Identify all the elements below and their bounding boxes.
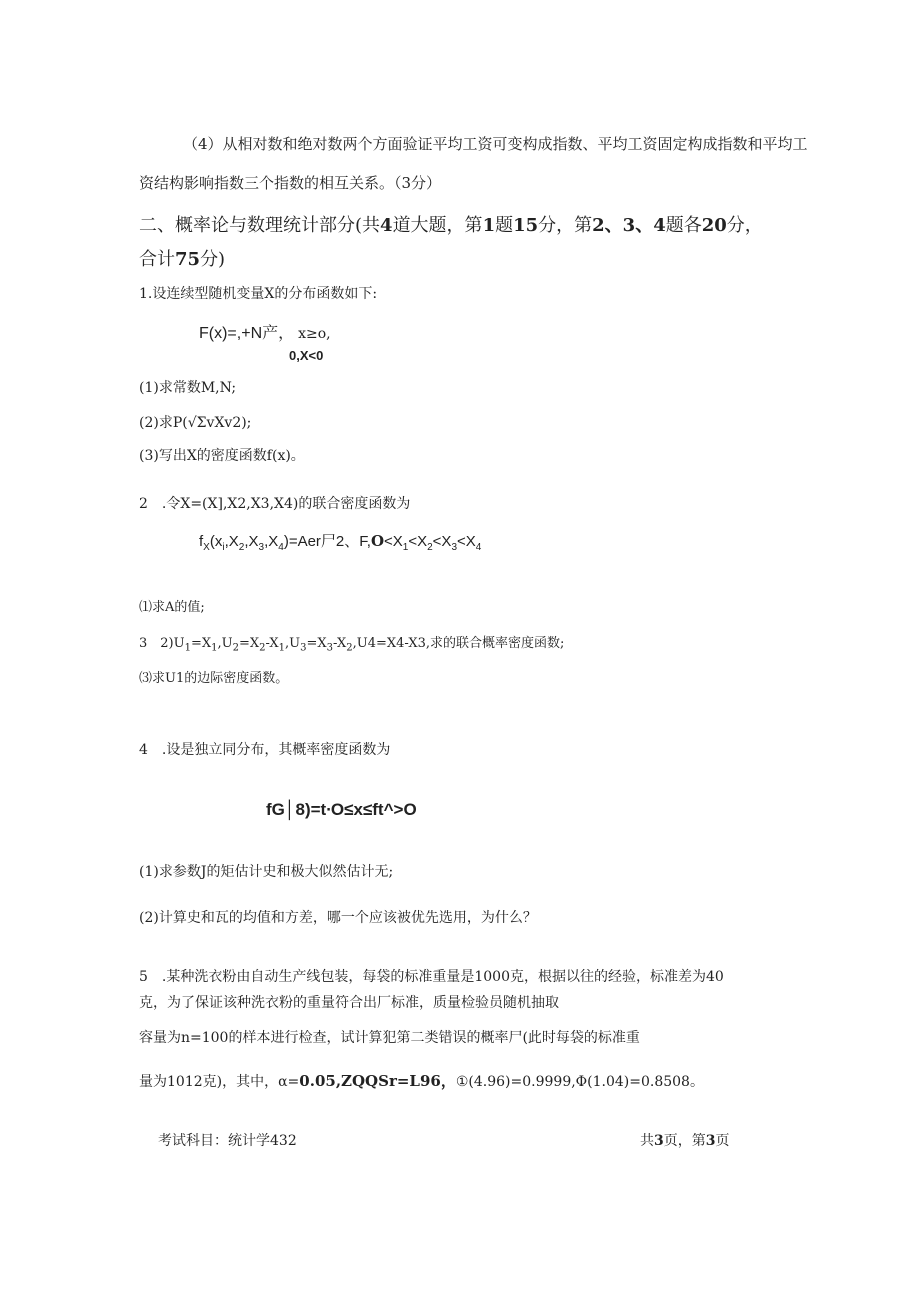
formula-sub: 3 xyxy=(258,542,265,553)
q5-line1: 5 .某种洗衣粉由自动生产线包装，每袋的标准重量是1000克，根据以往的经验，标准差为40 xyxy=(139,969,724,985)
formula-part: <X xyxy=(384,533,403,550)
text-part: ,U xyxy=(285,636,301,651)
page-number: 3 xyxy=(705,1133,716,1149)
heading-num: 4 xyxy=(380,215,393,236)
formula-sub: X xyxy=(203,542,210,553)
q5-line3: 容量为n=100的样本进行检查，试计算犯第二类错误的概率尸(此时每袋的标准重 xyxy=(139,1030,640,1046)
text-part: =X xyxy=(190,636,212,651)
page-number: 3 xyxy=(654,1133,664,1149)
text-sub: 1 xyxy=(184,642,191,654)
heading-num: 1 xyxy=(482,215,496,236)
q2-part2 xyxy=(139,632,564,654)
text-part: 页 xyxy=(715,1133,730,1149)
text-sub: 1 xyxy=(278,642,286,654)
formula-part: <X xyxy=(408,533,428,550)
section-heading xyxy=(139,211,763,237)
q4-text-line1: （4）从相对数和绝对数两个方面验证平均工资可变构成指数、平均工资固定构成指数和平均工 xyxy=(183,135,808,153)
formula-sub: i xyxy=(222,542,225,553)
text-part: 量为1012克)，其中，α= xyxy=(139,1074,300,1090)
text-part: 共 xyxy=(640,1133,654,1149)
heading-text: 二、概率论与数理统计部分(共 xyxy=(139,215,381,236)
formula-sub: 2 xyxy=(238,542,245,553)
heading-text: 题各 xyxy=(665,215,702,236)
text-sub: 2 xyxy=(259,642,266,654)
formula-part: O xyxy=(370,532,385,550)
q4b-intro: 4 .设是独立同分布，其概率密度函数为 xyxy=(139,742,391,758)
text-part: 0.05,ZQQSr=L96， xyxy=(299,1072,456,1090)
q1-part2: (2)求P(√ΣvXv2); xyxy=(139,415,252,431)
text-part: ,U xyxy=(217,636,233,651)
text-sub: 2 xyxy=(346,642,353,654)
section-heading-line2 xyxy=(139,245,225,271)
q5-line4 xyxy=(139,1070,704,1091)
heading-num: 75 xyxy=(175,249,201,270)
formula-part: F(x)=,+N产， xyxy=(199,325,295,342)
text-part: -X xyxy=(333,636,347,651)
text-part: 3 2)U xyxy=(139,636,185,651)
formula-part: x≥o, xyxy=(298,326,331,342)
text-part: 页，第 xyxy=(663,1133,706,1149)
q2-formula xyxy=(199,530,481,553)
text-part: ,U4=X4-X3,求的联合概率密度函数; xyxy=(352,636,565,651)
q4b-part1: (1)求参数J的矩估计史和极大似然估计无; xyxy=(139,864,394,880)
text-part: =X xyxy=(306,636,327,651)
heading-num: 2、3、4 xyxy=(592,215,666,236)
q4-text-line2: 资结构影响指数三个指数的相互关系。（3分） xyxy=(139,174,442,192)
q1-part1: (1)求常数M,N; xyxy=(139,380,237,396)
heading-text: 分， xyxy=(726,215,763,236)
text-sub: 3 xyxy=(300,642,307,654)
text-sub: 2 xyxy=(232,642,239,654)
heading-text: 分) xyxy=(200,249,226,270)
heading-text: 道大题，第 xyxy=(392,215,483,236)
q2-part3: ⑶求U1的边际密度函数。 xyxy=(139,671,289,686)
q2-intro: 2 .令X=(X],X2,X3,X4)的联合密度函数为 xyxy=(139,496,411,512)
formula-part: ,X xyxy=(264,533,279,550)
q5-line2: 克，为了保证该种洗衣粉的重量符合出厂标准，质量检验员随机抽取 xyxy=(139,995,559,1011)
formula-sub: 2 xyxy=(427,542,433,553)
text-sub: 3 xyxy=(326,642,334,654)
heading-num: 15 xyxy=(513,215,539,236)
q4b-part2: (2)计算史和瓦的均值和方差，哪一个应该被优先选用，为什么？ xyxy=(139,910,537,926)
formula-part: <X xyxy=(432,533,452,550)
formula-sub: 1 xyxy=(402,542,409,553)
heading-text: 合计 xyxy=(139,249,175,270)
q1-part3: (3)写出X的密度函数f(x)。 xyxy=(139,448,305,464)
formula-part: <X xyxy=(457,533,476,550)
formula-part: (x xyxy=(209,533,223,550)
heading-num: 20 xyxy=(701,215,727,236)
text-part: -X xyxy=(265,636,279,651)
footer-page-info xyxy=(640,1130,730,1150)
formula-sub: 4 xyxy=(278,542,284,553)
text-sub: 1 xyxy=(211,642,218,654)
heading-text: 题 xyxy=(495,215,514,236)
q4b-formula: fG│8)=t∙O≤x≤ft^>O xyxy=(266,800,417,819)
formula-part: ,X xyxy=(224,533,239,550)
q1-formula-case2: 0,X<0 xyxy=(289,348,324,363)
formula-part: f xyxy=(199,533,204,550)
text-part: =X xyxy=(238,636,260,651)
heading-text: 分，第 xyxy=(538,215,593,236)
formula-part: )=Aer尸2、F, xyxy=(283,533,371,550)
q1-formula xyxy=(199,320,331,343)
formula-sub: 3 xyxy=(451,542,457,553)
formula-part: ,X xyxy=(244,533,259,550)
footer-subject: 考试科目：统计学432 xyxy=(158,1133,297,1149)
text-part: ①(4.96)=0.9999,Φ(1.04)=0.8508。 xyxy=(455,1074,704,1090)
q1-intro: 1.设连续型随机变量X的分布函数如下: xyxy=(139,286,378,302)
formula-sub: 4 xyxy=(475,542,482,553)
q2-part1: ⑴求A的值; xyxy=(139,600,205,615)
